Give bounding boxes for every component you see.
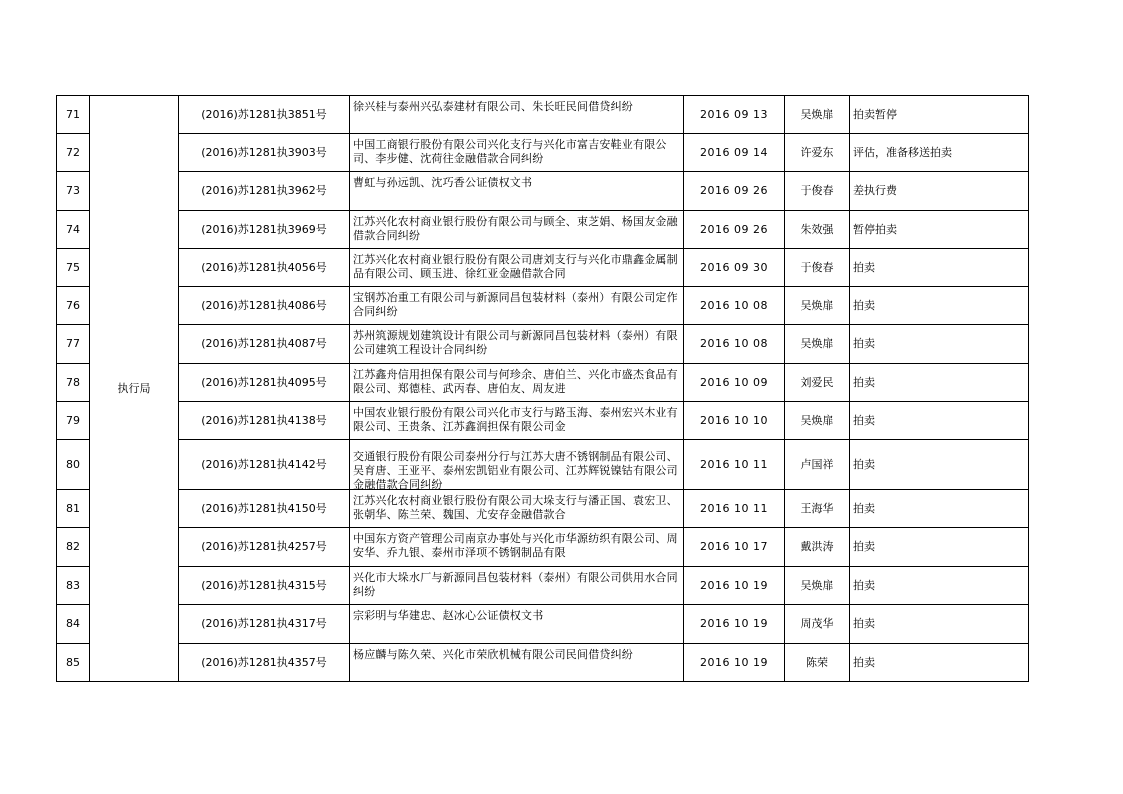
table-row [57,528,1029,567]
row-number-cell: 75 [57,249,90,287]
status-cell: 拍卖 [850,528,1029,567]
filing-date-cell: 2016 10 09 [684,364,785,402]
table-row [57,364,1029,402]
filing-date-cell: 2016 10 08 [684,287,785,325]
case-number-cell: (2016)苏1281执3962号 [179,172,350,211]
row-number-cell: 74 [57,211,90,249]
status-cell: 暂停拍卖 [850,211,1029,249]
judge-cell: 吴焕扉 [785,96,850,134]
judge-cell: 许爱东 [785,134,850,172]
case-number-cell: (2016)苏1281执4087号 [179,325,350,364]
table-row [57,325,1029,364]
table-row [57,440,1029,490]
case-description-cell [350,287,684,325]
status-cell: 拍卖 [850,249,1029,287]
case-description-cell [350,211,684,249]
row-number-cell: 85 [57,644,90,682]
case-number-cell: (2016)苏1281执4138号 [179,402,350,440]
case-description-text: 杨应麟与陈久荣、兴化市荣欣机械有限公司民间借贷纠纷 [353,647,633,661]
case-description-text: 江苏兴化农村商业银行股份有限公司唐刘支行与兴化市鼎鑫金属制品有限公司、顾玉进、徐红亚金融借款合同 [353,252,678,280]
table-row [57,490,1029,528]
table-row [57,605,1029,644]
case-number-cell: (2016)苏1281执4056号 [179,249,350,287]
case-description-text: 曹虹与孙远凯、沈巧香公证债权文书 [353,176,533,189]
table-row [57,287,1029,325]
case-number-cell: (2016)苏1281执4357号 [179,644,350,682]
case-description-text: 江苏兴化农村商业银行股份有限公司与顾全、束芝娟、杨国友金融借款合同纠纷 [353,214,678,242]
case-description-cell [350,364,684,402]
case-description-cell [350,96,684,134]
table-row [57,567,1029,605]
case-description-cell [350,605,684,644]
judge-cell: 戴洪涛 [785,528,850,567]
filing-date-cell: 2016 10 17 [684,528,785,567]
judge-cell: 吴焕扉 [785,325,850,364]
row-number-cell: 79 [57,402,90,440]
case-number-cell: (2016)苏1281执3969号 [179,211,350,249]
department-cell: 执行局 [90,96,179,682]
case-description-text: 江苏兴化农村商业银行股份有限公司大垛支行与潘正国、袁宏卫、张朝华、陈兰荣、魏国、尤安存金融借款合 [353,493,678,521]
case-number-cell: (2016)苏1281执4142号 [179,440,350,490]
table-row [57,134,1029,172]
row-number-cell: 71 [57,96,90,134]
case-description-cell [350,528,684,567]
row-number-cell: 76 [57,287,90,325]
case-description-cell [350,644,684,682]
row-number-cell: 83 [57,567,90,605]
row-number-cell: 73 [57,172,90,211]
case-description-cell [350,325,684,364]
table-row [57,96,1029,134]
case-description-text: 宝钢苏冶重工有限公司与新源同昌包装材料（泰州）有限公司定作合同纠纷 [353,290,678,318]
case-description-cell [350,567,684,605]
filing-date-cell: 2016 10 10 [684,402,785,440]
judge-cell: 陈荣 [785,644,850,682]
filing-date-cell: 2016 10 19 [684,605,785,644]
case-description-text: 中国农业银行股份有限公司兴化市支行与路玉海、泰州宏兴木业有限公司、王贵条、江苏鑫润担保有限公司金 [353,405,678,433]
case-description-cell [350,134,684,172]
filing-date-cell: 2016 10 19 [684,644,785,682]
filing-date-cell: 2016 10 08 [684,325,785,364]
case-description-cell [350,402,684,440]
status-cell: 拍卖 [850,440,1029,490]
row-number-cell: 78 [57,364,90,402]
filing-date-cell: 2016 10 19 [684,567,785,605]
judge-cell: 朱效强 [785,211,850,249]
filing-date-cell: 2016 10 11 [684,440,785,490]
case-description-cell [350,249,684,287]
filing-date-cell: 2016 09 14 [684,134,785,172]
row-number-cell: 77 [57,325,90,364]
row-number-cell: 72 [57,134,90,172]
filing-date-cell: 2016 10 11 [684,490,785,528]
table-row [57,172,1029,211]
judge-cell: 吴焕扉 [785,287,850,325]
judge-cell: 刘爱民 [785,364,850,402]
table-row [57,211,1029,249]
case-description-text: 江苏鑫舟信用担保有限公司与何珍余、唐伯兰、兴化市盛杰食品有限公司、郑德桂、武丙春、唐伯友、周友进 [353,367,678,395]
status-cell: 拍卖 [850,287,1029,325]
judge-cell: 王海华 [785,490,850,528]
case-description-cell [350,490,684,528]
case-description-text: 中国东方资产管理公司南京办事处与兴化市华源纺织有限公司、周安华、乔九银、泰州市泽项不锈钢制品有限 [353,532,678,559]
case-table [56,95,1029,682]
judge-cell: 周茂华 [785,605,850,644]
case-number-cell: (2016)苏1281执4095号 [179,364,350,402]
case-number-cell: (2016)苏1281执4315号 [179,567,350,605]
case-number-cell: (2016)苏1281执4086号 [179,287,350,325]
filing-date-cell: 2016 09 26 [684,211,785,249]
table-row [57,402,1029,440]
table-row [57,249,1029,287]
status-cell: 拍卖 [850,644,1029,682]
case-description-cell [350,440,684,490]
filing-date-cell: 2016 09 13 [684,96,785,134]
status-cell: 评估，准备移送拍卖 [850,134,1029,172]
judge-cell: 卢国祥 [785,440,850,490]
status-cell: 拍卖 [850,490,1029,528]
status-cell: 拍卖 [850,325,1029,364]
case-description-cell [350,172,684,211]
judge-cell: 吴焕扉 [785,567,850,605]
status-cell: 拍卖暂停 [850,96,1029,134]
case-description-text: 宗彩明与华建忠、赵冰心公证债权文书 [353,609,544,622]
status-cell: 差执行费 [850,172,1029,211]
case-number-cell: (2016)苏1281执4317号 [179,605,350,644]
case-number-cell: (2016)苏1281执4150号 [179,490,350,528]
judge-cell: 于俊春 [785,249,850,287]
status-cell: 拍卖 [850,364,1029,402]
table-row [57,644,1029,682]
case-description-text: 苏州筑源规划建筑设计有限公司与新源同昌包装材料（泰州）有限公司建筑工程设计合同纠纷 [353,329,678,356]
row-number-cell: 82 [57,528,90,567]
case-description-text: 兴化市大垛水厂与新源同昌包装材料（泰州）有限公司供用水合同纠纷 [353,570,678,598]
case-description-text: 交通银行股份有限公司泰州分行与江苏大唐不锈钢制品有限公司、吴育唐、王亚平、泰州宏凯铝业有限公司、江苏辉锐镍钴有限公司金融借款合同纠纷 [353,449,678,491]
case-number-cell: (2016)苏1281执3851号 [179,96,350,134]
case-number-cell: (2016)苏1281执3903号 [179,134,350,172]
status-cell: 拍卖 [850,567,1029,605]
row-number-cell: 84 [57,605,90,644]
case-description-text: 中国工商银行股份有限公司兴化支行与兴化市富吉安鞋业有限公司、李步健、沈荷往金融借款合同纠纷 [353,137,667,165]
status-cell: 拍卖 [850,605,1029,644]
case-description-text: 徐兴桂与泰州兴弘泰建材有限公司、朱长旺民间借贷纠纷 [353,99,633,113]
status-cell: 拍卖 [850,402,1029,440]
judge-cell: 于俊春 [785,172,850,211]
judge-cell: 吴焕扉 [785,402,850,440]
row-number-cell: 81 [57,490,90,528]
case-number-cell: (2016)苏1281执4257号 [179,528,350,567]
filing-date-cell: 2016 09 26 [684,172,785,211]
row-number-cell: 80 [57,440,90,490]
filing-date-cell: 2016 09 30 [684,249,785,287]
